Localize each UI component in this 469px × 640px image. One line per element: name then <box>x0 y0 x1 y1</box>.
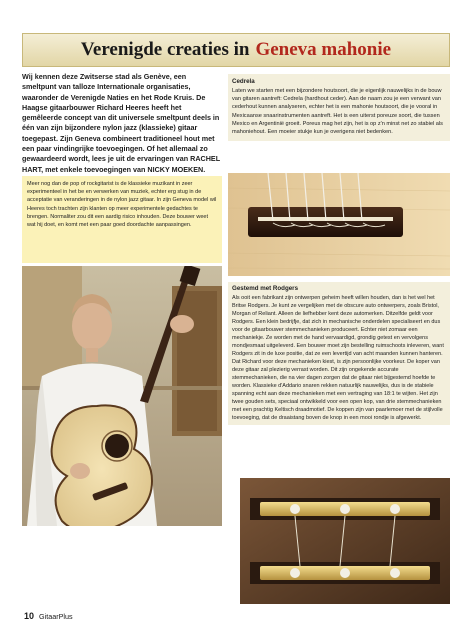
page-number: 10 <box>24 611 35 621</box>
bridge-photo-illustration <box>228 173 450 276</box>
main-photo <box>22 266 222 526</box>
cedrela-section <box>228 74 450 141</box>
cedrela-heading: Cedrela <box>232 78 255 85</box>
title-part1: Verenigde creaties in <box>80 39 250 60</box>
bridge-photo <box>228 173 450 276</box>
tuner-photo <box>240 478 450 604</box>
title-part2: Geneva mahonie <box>255 39 392 60</box>
intro-paragraph: Wij kennen deze Zwitserse stad als Genève, een smeltpunt van talloze Internationale organisaties, waaronder de Verenigde Naties en het Rode Kruis. De Haagse gitaarbouwer Richard Heeres heeft het gemêleerde concept van dit universele smeltpunt deels in één van zijn bijzondere nylon jazz (klassieke) gitaar toegepast. Zijn Geneva combineert traditioneel hout met een paar vindingrijke toevoegingen. Of het allemaal zo gewaardeerd wordt, lees je uit de ervaringen van RACHEL HART, met enkele toevoegingen van NICKY MOEKEN. <box>22 72 220 174</box>
sidebar-box: Meer nog dan de pop of rockgitarist is de klassieke muzikant in zeer experimenteel in het be en verwerken van muziek, echter erg stug in de acceptatie van veranderingen in de nylon jazz gitaar. In zijn Geneva model wil Heeres toch trachten zijn klanten op meer experimentele gedachtes te brengen. Normaliter zou dit een aardig risico inhouden. Deze bouwer weet wat hij doet, en komt met een paar goed doordachte aanpassingen. <box>22 176 222 263</box>
title-banner <box>22 33 450 67</box>
magazine-name: GitaarPlus <box>39 612 73 621</box>
rodgers-body: Als ooit een fabrikant zijn ontwerpen geheim heeft willen houden, dan is het wel het Britse Rodgers. Je kunt ze vergelijken met de obscure auto ontwerpers, zoals Bristol, Morgan of Reliant. Alleen de liefhebber kent deze automerken. Ditzelfde geldt voor Rodgers. Een klein bedrijfje, dat zich in mechanische onderdelen specialiseert en dus voor de gitaarbouwer stemmechanieken produceert. Echter niet zomaar een mechaniekje. Ze worden met de hand vervaardigd, grondig getest en vervolgens mondjesmaat uitgeleverd. Een bouwer moet zijn bestelling ruimschoots inleveren, want Rodgers zit in de luxe positie, dat ze een levertijd van acht maanden kunnen hanteren. Dat Richard voor deze mechanieken kiest, is zijn persoonlijke voorkeur. De koper van deze gitaar zal plezierig verrast worden. Dit zijn ongekende accurate stemmechanieken, die na vier dagen zorgen dat de gitaar niet bijgestemd hoefde te worden. Klassieke d'Addario snaren rekken natuurlijk nauwelijks, dus is de stabiele spanning echt aan deze mechanieken met een vertraging van 18:1 te wijten. Het zijn twee gouden sets, speciaal ontwikkeld voor een open kop, van drie stemmechanieken met een prachtig Keltisch draadmotief. De koppen zijn van paarlemoer met de stijlvolle toevoeging, dat de draaistang boven de knop in een mooi rondje is afgewerkt. <box>232 294 444 422</box>
page-footer <box>24 611 73 621</box>
rodgers-section <box>228 282 450 425</box>
tuner-photo-illustration <box>240 478 450 604</box>
rodgers-heading: Gestemd met Rodgers <box>232 285 299 292</box>
cedrela-body: Laten we starten met een bijzondere houtsoort, die je eigenlijk nauwelijks in de bouw van gitaren aantreft: Cedrela (hardhout ceder). Aan de naam zou je een verwant van cederhout kunnen analyseren, echter het is een mahonie houtsoort, die je vooral in Mexicaanse snaarinstrumenten aantreft. Het is een uiterst poreuze soort, die tussen Mexico en Argentinië groeit. Poreus mag het zijn, het is op z'n minst net zo stabiel als mahoniehout. Een moeier stukje kun je overigens niet bedenken. <box>232 87 443 136</box>
guitarist-photo-illustration <box>22 266 222 526</box>
